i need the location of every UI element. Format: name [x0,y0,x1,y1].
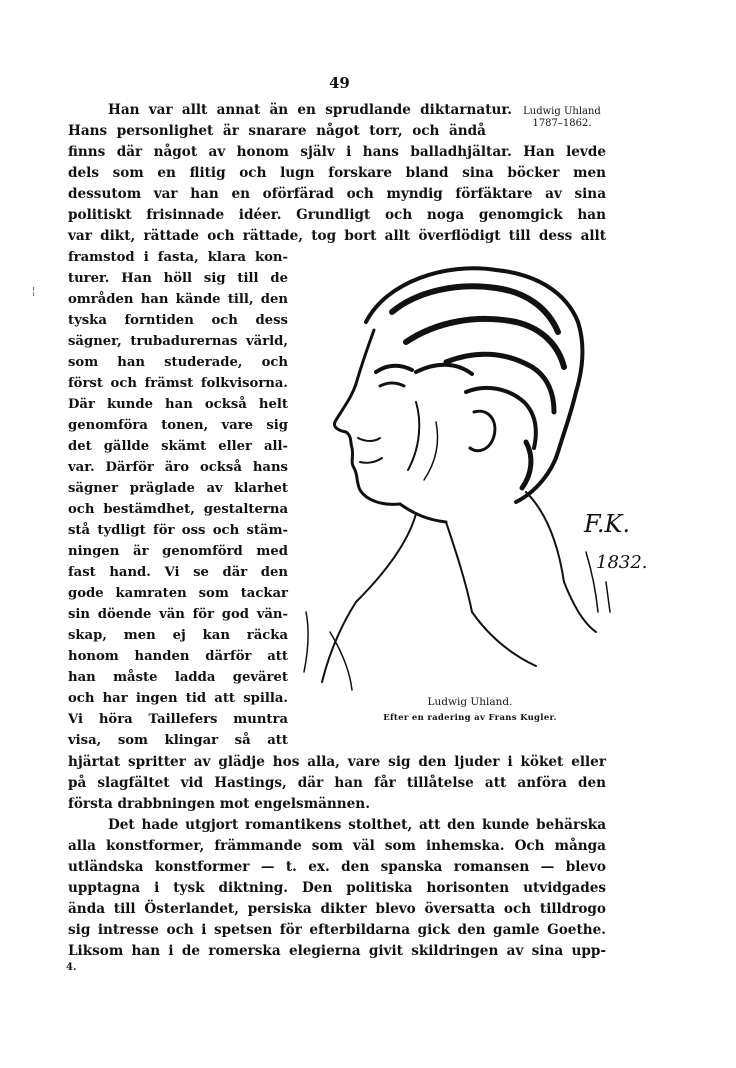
text-line: Hans personlighet är snarare något torr, och ändå [68,123,486,139]
figure-caption-credit: Efter en radering av Frans Kugler. [383,713,557,723]
text-line: visa, som klingar så att [68,733,288,748]
text-line: hjärtat spritter av glädje hos alla, vare sig den ljuder i köket eller [68,754,606,770]
text-line: han måste ladda geväret [68,670,288,685]
text-line: framstod i fasta, klara kon- [68,250,288,265]
text-line: det gällde skämt eller all- [68,439,288,454]
text-line: första drabbningen mot engelsmännen. [68,796,370,812]
text-line: sägner, trubadurernas värld, [68,334,288,349]
text-line: sin döende vän för god vän- [68,607,288,622]
text-line: finns där något av honom själv i hans balladhjältar. Han levde [68,144,606,160]
text-line: Där kunde han också helt [68,397,288,412]
text-line: dels som en flitig och lugn forskare bland sina böcker men [68,165,606,181]
text-line: alla konstformer, främmande som väl som inhemska. Och många [68,838,606,854]
text-line: fast hand. Vi se där den [68,565,288,580]
margin-note [512,106,612,130]
text-line: områden han kände till, den [68,292,288,307]
face-profile [334,330,400,504]
text-line: turer. Han höll sig till de [68,271,288,286]
text-line: upptagna i tysk diktning. Den politiska horisonten utvidgades [68,880,606,896]
margin-note-name: Ludwig Uhland [523,106,601,117]
text-line: politiskt frisinnade idéer. Grundligt och noga genomgick han [68,207,606,223]
text-line: sig intresse och i spetsen för efterbildarna gick den gamle Goethe. [68,922,606,938]
text-line: honom handen därför att [68,649,288,664]
footnote-mark: 4. [66,962,77,973]
text-line: Liksom han i de romerska elegierna givit skildringen av sina upp- [68,943,606,959]
text-line: tyska forntiden och dess [68,313,288,328]
text-line: först och främst folkvisorna. [68,376,288,391]
margin-note-dates: 1787–1862. [532,118,592,129]
text-line: var dikt, rättade och rättade, tog bort allt överflödigt till dess allt [68,228,606,244]
text-line: stå tydligt för oss och stäm- [68,523,288,538]
text-line: ningen är genomförd med [68,544,288,559]
text-line: och bestämdhet, gestalterna [68,502,288,517]
text-line: sägner präglade av klarhet [68,481,288,496]
ear [470,411,495,450]
text-line: och har ingen tid att spilla. [68,691,288,706]
text-line: genomföra tonen, vare sig [68,418,288,433]
text-line: gode kamraten som tackar [68,586,288,601]
signature-initials: F.K. [584,510,631,538]
text-line: Det hade utgjort romantikens stolthet, att den kunde behärska [108,817,606,833]
text-line: dessutom var han en oförfärad och myndig förfäktare av sina [68,186,606,202]
text-line: som han studerade, och [68,355,288,370]
text-line: Han var allt annat än en sprudlande diktarnatur. [108,102,512,118]
text-line: Vi höra Taillefers muntra [68,712,288,727]
signature-year: 1832. [596,552,648,573]
text-line: skap, men ej kan räcka [68,628,288,643]
text-line: utländska konstformer — t. ex. den spanska romansen — blevo [68,859,606,875]
stray-mark: ¦ [32,286,36,297]
text-line: var. Därför äro också hans [68,460,288,475]
figure-caption-title: Ludwig Uhland. [427,696,513,708]
page-number: 49 [329,74,350,92]
text-line: på slagfältet vid Hastings, där han får tillåtelse att anföra den [68,775,606,791]
portrait-illustration [296,252,660,692]
text-line: ända till Österlandet, persiska dikter blevo översatta och tilldrogo [68,901,606,917]
